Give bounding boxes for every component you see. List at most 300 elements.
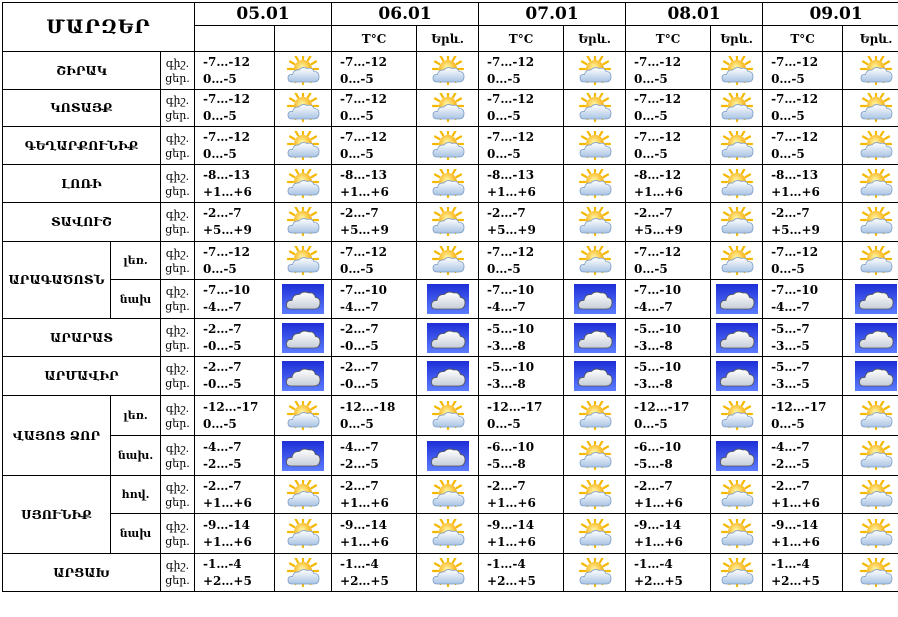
night-temp: -2…-7 (340, 321, 379, 336)
temperature-cell (763, 242, 843, 280)
temperature-cell (626, 280, 711, 319)
night-temp: -2…-7 (634, 206, 673, 220)
day-temp: -2…-5 (340, 456, 379, 471)
day-temp: 0…-5 (771, 416, 805, 431)
night-temp: -2…-7 (203, 321, 242, 336)
day-night-labels (161, 90, 195, 127)
region-name: ԱՐԱՐԱՏ (3, 319, 161, 357)
day-night-labels (161, 396, 195, 436)
day-label: ցեր. (165, 377, 190, 390)
day-temp: 0…-5 (340, 71, 374, 86)
night-temp: -7…-12 (340, 244, 388, 259)
day-temp: +1…+6 (340, 534, 389, 549)
day-temp: 0…-5 (634, 261, 668, 276)
cloudy-icon (564, 357, 626, 396)
day-temp: -0…-5 (340, 377, 379, 391)
night-temp: -2…-7 (340, 478, 379, 493)
temperature-cell (195, 357, 275, 396)
night-temp: -2…-7 (487, 206, 526, 220)
night-temp: -12…-17 (771, 399, 827, 414)
night-label: գիշ. (165, 131, 190, 145)
night-temp: -1…-4 (203, 556, 242, 571)
temperature-cell (195, 242, 275, 280)
partly-cloudy-icon (417, 127, 479, 165)
table-row (3, 396, 898, 436)
night-temp: -7…-10 (203, 283, 251, 297)
temperature-cell (479, 90, 564, 127)
day-temp: 0…-5 (487, 146, 521, 161)
cloudy-icon (275, 357, 332, 396)
temperature-cell (332, 203, 417, 242)
partly-cloudy-icon (417, 476, 479, 514)
day-temp: +5…+9 (634, 223, 683, 237)
temperature-cell (626, 203, 711, 242)
partly-cloudy-icon (843, 476, 898, 514)
night-temp: -2…-7 (203, 206, 242, 220)
temperature-cell (626, 242, 711, 280)
night-label: գիշ. (165, 558, 190, 572)
day-temp: +2…+5 (771, 573, 820, 588)
night-label: գիշ. (165, 441, 190, 455)
night-temp: -2…-7 (487, 478, 526, 493)
night-temp: -7…-12 (487, 244, 535, 259)
night-temp: -7…-12 (771, 244, 819, 259)
night-temp: -5…-10 (487, 360, 535, 374)
day-temp: +2…+5 (203, 573, 252, 588)
partly-cloudy-icon (843, 242, 898, 280)
partly-cloudy-icon (843, 90, 898, 127)
day-label: ցեր. (165, 71, 190, 85)
cloudy-icon (564, 280, 626, 319)
sub-region-label: նախ (111, 514, 161, 554)
day-temp: 0…-5 (771, 261, 805, 276)
partly-cloudy-icon (711, 242, 763, 280)
phenomenon-col-header: Երև. (564, 26, 626, 52)
cloudy-icon (711, 436, 763, 476)
temperature-cell (195, 396, 275, 436)
day-temp: 0…-5 (487, 109, 521, 123)
day-label: ցեր. (165, 261, 190, 275)
day-temp: 0…-5 (487, 261, 521, 276)
day-temp: +2…+5 (340, 573, 389, 588)
temperature-cell (763, 280, 843, 319)
day-night-labels (161, 127, 195, 165)
day-night-labels (161, 319, 195, 357)
day-temp: +2…+5 (634, 573, 683, 588)
partly-cloudy-icon (843, 52, 898, 90)
night-temp: -7…-12 (487, 92, 535, 106)
temperature-cell (763, 127, 843, 165)
day-temp: +1…+6 (203, 495, 252, 510)
region-name: ԱՐՄԱՎԻՐ (3, 357, 161, 396)
partly-cloudy-icon (711, 396, 763, 436)
temperature-cell (763, 357, 843, 396)
partly-cloudy-icon (711, 203, 763, 242)
day-label: ցեր. (165, 416, 190, 430)
partly-cloudy-icon (564, 396, 626, 436)
day-temp: 0…-5 (634, 416, 668, 431)
cloudy-icon (275, 280, 332, 319)
partly-cloudy-icon (275, 90, 332, 127)
partly-cloudy-icon (711, 52, 763, 90)
night-label: գիշ. (165, 56, 190, 70)
temp-col-header: T°C (763, 26, 843, 52)
day-temp: 0…-5 (340, 416, 374, 431)
night-temp: -2…-7 (771, 478, 810, 493)
date-header: 06.01 (332, 3, 479, 26)
temperature-cell (763, 476, 843, 514)
night-temp: -12…-17 (487, 399, 543, 414)
temperature-cell (195, 127, 275, 165)
night-temp: -6…-10 (634, 439, 682, 454)
night-temp: -7…-12 (771, 54, 819, 69)
temperature-cell (195, 280, 275, 319)
day-temp: -2…-5 (203, 456, 242, 471)
night-temp: -1…-4 (634, 556, 673, 571)
day-temp: +1…+6 (340, 184, 389, 199)
day-temp: 0…-5 (203, 261, 237, 276)
temperature-cell (626, 165, 711, 203)
day-temp: 0…-5 (771, 71, 805, 86)
region-name: ՏԱՎՈՒՇ (3, 203, 161, 242)
partly-cloudy-icon (275, 203, 332, 242)
day-night-labels (161, 52, 195, 90)
partly-cloudy-icon (843, 514, 898, 554)
temperature-cell (479, 514, 564, 554)
region-name: ԼՈՌԻ (3, 165, 161, 203)
night-temp: -7…-10 (340, 283, 388, 297)
day-temp: +5…+9 (203, 223, 252, 237)
day-temp: -3…-5 (771, 338, 810, 353)
temperature-cell (479, 396, 564, 436)
day-temp: +2…+5 (487, 573, 536, 588)
night-temp: -7…-12 (340, 54, 388, 69)
temperature-cell (332, 357, 417, 396)
temp-col-header: T°C (626, 26, 711, 52)
night-temp: -6…-10 (487, 439, 535, 454)
partly-cloudy-icon (564, 90, 626, 127)
day-night-labels (161, 476, 195, 514)
table-row (3, 280, 898, 319)
table-row (3, 52, 898, 90)
day-night-labels (161, 165, 195, 203)
night-label: գիշ. (165, 169, 190, 183)
night-temp: -2…-7 (340, 360, 379, 374)
region-name: ՎԱՅՈՑ ՁՈՐ (3, 396, 111, 476)
day-temp: +1…+6 (771, 184, 820, 199)
temperature-cell (195, 554, 275, 592)
day-temp: -3…-8 (634, 338, 673, 353)
day-night-labels (161, 514, 195, 554)
temperature-cell (195, 514, 275, 554)
day-temp: -0…-5 (340, 338, 379, 353)
day-temp: -5…-8 (634, 456, 673, 471)
day-temp: -4…-7 (340, 300, 379, 314)
day-temp: 0…-5 (487, 416, 521, 431)
night-label: գիշ. (165, 362, 190, 375)
night-temp: -2…-7 (203, 360, 242, 374)
partly-cloudy-icon (843, 396, 898, 436)
forecast-table (2, 2, 898, 592)
partly-cloudy-icon (711, 90, 763, 127)
day-temp: -4…-7 (203, 300, 242, 314)
day-temp: 0…-5 (771, 109, 805, 123)
day-temp: 0…-5 (634, 71, 668, 86)
night-temp: -1…-4 (771, 556, 810, 571)
temp-col-header: T°C (479, 26, 564, 52)
day-temp: 0…-5 (203, 416, 237, 431)
temperature-cell (332, 242, 417, 280)
night-temp: -8…-13 (771, 167, 819, 182)
day-temp: +1…+6 (634, 495, 683, 510)
table-row (3, 357, 898, 396)
phenomenon-col-header: Երև. (843, 26, 898, 52)
temperature-cell (479, 554, 564, 592)
region-name: ՍՅՈՒՆԻՔ (3, 476, 111, 554)
region-name: ՇԻՐԱԿ (3, 52, 161, 90)
partly-cloudy-icon (417, 203, 479, 242)
night-temp: -7…-12 (634, 92, 682, 106)
temperature-cell (332, 52, 417, 90)
temperature-cell (479, 476, 564, 514)
temperature-cell (332, 476, 417, 514)
day-temp: 0…-5 (340, 146, 374, 161)
day-temp: +1…+6 (487, 495, 536, 510)
night-temp: -9…-14 (771, 517, 819, 532)
night-label: գիշ. (165, 401, 190, 415)
temperature-cell (332, 319, 417, 357)
temperature-cell (195, 436, 275, 476)
day-temp: -0…-5 (203, 338, 242, 353)
temperature-cell (479, 203, 564, 242)
temperature-cell (479, 319, 564, 357)
partly-cloudy-icon (564, 436, 626, 476)
day-temp: -3…-8 (487, 338, 526, 353)
night-temp: -7…-12 (203, 129, 251, 144)
temperature-cell (763, 514, 843, 554)
partly-cloudy-icon (564, 514, 626, 554)
partly-cloudy-icon (843, 554, 898, 592)
day-label: ցեր. (165, 184, 190, 198)
night-temp: -8…-13 (203, 167, 251, 182)
night-temp: -7…-12 (487, 54, 535, 69)
night-temp: -7…-12 (203, 92, 251, 106)
sub-region-label: հով. (111, 476, 161, 514)
partly-cloudy-icon (564, 203, 626, 242)
temperature-cell (332, 280, 417, 319)
region-name: ԱՐԱԳԱԾՈՏՆ (3, 242, 111, 319)
night-temp: -2…-7 (203, 478, 242, 493)
day-temp: -3…-5 (771, 377, 810, 391)
phenomenon-col-header: Երև. (417, 26, 479, 52)
night-temp: -9…-14 (634, 517, 682, 532)
day-temp: -3…-8 (487, 377, 526, 391)
day-temp: +5…+9 (771, 223, 820, 237)
temperature-cell (763, 52, 843, 90)
partly-cloudy-icon (843, 165, 898, 203)
day-label: ցեր. (165, 109, 190, 122)
night-temp: -7…-12 (340, 129, 388, 144)
temp-col-header: T°C (332, 26, 417, 52)
night-temp: -5…-10 (634, 360, 682, 374)
partly-cloudy-icon (711, 127, 763, 165)
temperature-cell (195, 319, 275, 357)
day-label: ցեր. (165, 534, 190, 548)
day-night-labels (161, 242, 195, 280)
night-temp: -4…-7 (340, 439, 379, 454)
night-temp: -7…-12 (340, 92, 388, 106)
temperature-cell (195, 52, 275, 90)
partly-cloudy-icon (564, 476, 626, 514)
region-name: ԱՐՑԱԽ (3, 554, 161, 592)
table-row (3, 127, 898, 165)
day-temp: +1…+6 (203, 534, 252, 549)
night-temp: -8…-13 (340, 167, 388, 182)
region-name: ԳԵՂԱՐՔՈՒՆԻՔ (3, 127, 161, 165)
temperature-cell (763, 396, 843, 436)
table-row (3, 514, 898, 554)
cloudy-icon (711, 280, 763, 319)
table-row (3, 203, 898, 242)
sub-region-label: նախ. (111, 436, 161, 476)
temperature-cell (626, 90, 711, 127)
night-label: գիշ. (165, 519, 190, 533)
night-temp: -9…-14 (487, 517, 535, 532)
temperature-cell (332, 127, 417, 165)
night-label: գիշ. (165, 246, 190, 260)
temperature-cell (763, 90, 843, 127)
day-night-labels (161, 357, 195, 396)
phenomenon-col-header: Երև. (711, 26, 763, 52)
table-row (3, 436, 898, 476)
partly-cloudy-icon (275, 127, 332, 165)
day-night-labels (161, 280, 195, 319)
night-temp: -5…-7 (771, 321, 810, 336)
day-label: ցեր. (165, 573, 190, 587)
temperature-cell (626, 554, 711, 592)
day-temp: 0…-5 (634, 146, 668, 161)
night-label: գիշ. (165, 323, 190, 337)
night-temp: -1…-4 (487, 556, 526, 571)
table-row (3, 319, 898, 357)
day-temp: 0…-5 (487, 71, 521, 86)
cloudy-icon (417, 436, 479, 476)
sub-region-label: լեռ. (111, 396, 161, 436)
partly-cloudy-icon (417, 52, 479, 90)
day-temp: +1…+6 (203, 184, 252, 199)
date-header: 08.01 (626, 3, 763, 26)
day-temp: 0…-5 (203, 109, 237, 123)
temperature-cell (479, 280, 564, 319)
temperature-cell (479, 357, 564, 396)
date-header: 07.01 (479, 3, 626, 26)
day-temp: -4…-7 (487, 300, 526, 314)
day-temp: -0…-5 (203, 377, 242, 391)
day-label: ցեր. (165, 495, 190, 509)
night-temp: -7…-10 (771, 283, 819, 297)
temperature-cell (479, 436, 564, 476)
night-temp: -7…-12 (634, 54, 682, 69)
date-header: 05.01 (195, 3, 332, 26)
night-temp: -1…-4 (340, 556, 379, 571)
temperature-cell (195, 90, 275, 127)
temperature-cell (626, 357, 711, 396)
day-temp: 0…-5 (340, 109, 374, 123)
partly-cloudy-icon (843, 127, 898, 165)
day-temp: 0…-5 (203, 71, 237, 86)
night-temp: -7…-10 (634, 283, 682, 297)
day-temp: -3…-8 (634, 377, 673, 391)
day-temp: +1…+6 (634, 534, 683, 549)
partly-cloudy-icon (711, 165, 763, 203)
day-temp: -2…-5 (771, 456, 810, 471)
temperature-cell (195, 165, 275, 203)
day-temp: +1…+6 (487, 534, 536, 549)
night-temp: -7…-12 (771, 92, 819, 106)
day-temp: +1…+6 (771, 495, 820, 510)
temperature-cell (626, 127, 711, 165)
temperature-cell (332, 514, 417, 554)
night-temp: -12…-17 (634, 399, 690, 414)
night-temp: -7…-12 (634, 129, 682, 144)
night-temp: -2…-7 (634, 478, 673, 493)
night-temp: -9…-14 (203, 517, 251, 532)
table-row (3, 90, 898, 127)
cloudy-icon (843, 319, 898, 357)
day-temp: -4…-7 (634, 300, 673, 314)
phenomenon-col-header (275, 26, 332, 52)
night-label: գիշ. (165, 285, 190, 298)
table-row (3, 242, 898, 280)
night-temp: -12…-17 (203, 399, 259, 414)
temperature-cell (332, 554, 417, 592)
day-night-labels (161, 554, 195, 592)
date-header: 09.01 (763, 3, 898, 26)
partly-cloudy-icon (417, 396, 479, 436)
partly-cloudy-icon (417, 90, 479, 127)
temperature-cell (332, 90, 417, 127)
partly-cloudy-icon (417, 554, 479, 592)
partly-cloudy-icon (564, 165, 626, 203)
temp-col-header (195, 26, 275, 52)
partly-cloudy-icon (275, 554, 332, 592)
partly-cloudy-icon (564, 554, 626, 592)
night-temp: -5…-10 (487, 321, 535, 336)
cloudy-icon (564, 319, 626, 357)
sub-region-label: նախ (111, 280, 161, 319)
partly-cloudy-icon (417, 242, 479, 280)
temperature-cell (763, 319, 843, 357)
day-temp: +5…+9 (340, 223, 389, 237)
cloudy-icon (711, 319, 763, 357)
day-label: ցեր. (165, 300, 190, 313)
temperature-cell (626, 319, 711, 357)
temperature-cell (332, 436, 417, 476)
day-temp: 0…-5 (340, 261, 374, 276)
temperature-cell (626, 52, 711, 90)
temperature-cell (479, 127, 564, 165)
night-temp: -7…-12 (487, 129, 535, 144)
night-temp: -8…-12 (634, 167, 682, 182)
partly-cloudy-icon (275, 514, 332, 554)
night-temp: -7…-12 (771, 129, 819, 144)
cloudy-icon (417, 280, 479, 319)
day-label: ցեր. (165, 146, 190, 160)
night-temp: -7…-10 (487, 283, 535, 297)
temperature-cell (763, 436, 843, 476)
partly-cloudy-icon (417, 514, 479, 554)
partly-cloudy-icon (275, 396, 332, 436)
